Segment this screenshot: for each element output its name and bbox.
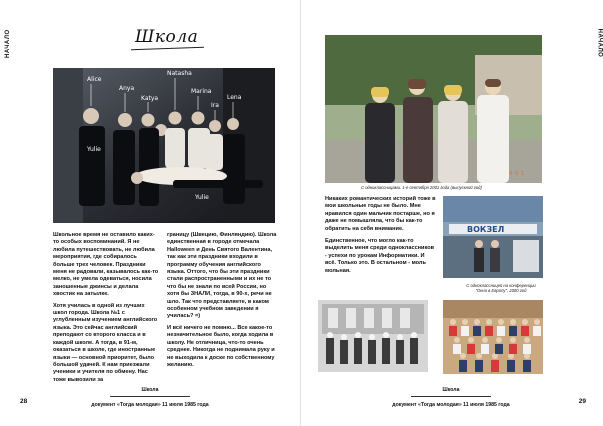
footer-rule xyxy=(110,396,190,397)
photo-label-yulie-2: Yulie xyxy=(195,194,209,201)
right-page xyxy=(300,0,603,426)
paragraph: Единственное, что могло как-то выделить меня среди одноклассников - успехи по урокам Информатики. И всё. Только это. В остальном - моль мольная. xyxy=(325,238,435,274)
paragraph: Школьное время не оставило каких-то особых воспоминаний. Я не любила путешествовать, не любила мероприятия, где собиралось больше трех человек. Праздники меня не радовали, казывалось как-то мелко, не умела одеваться, носила заношенные джинсы и делала хвостик на затылке. xyxy=(53,232,159,298)
graduates-photo xyxy=(325,35,542,183)
page-number-left: 28 xyxy=(20,398,28,405)
footer-doc: документ «Тогда молодая» 11 июля 1985 года xyxy=(91,402,209,408)
page-number-right: 29 xyxy=(578,398,586,405)
paragraph: Никаких романтических историй тоже в мои школьные годы не было. Мне нравился один мальчик постарше, но я даже не помышляла, что бы как-то обратить на себя внимание. xyxy=(325,196,436,232)
photo-label-marina: Marina xyxy=(191,88,212,95)
left-column-2 xyxy=(167,232,279,373)
right-text xyxy=(325,196,437,280)
svg-text:9 9 1: 9 9 1 xyxy=(509,171,525,177)
photo-label-yulie-1: Yulie xyxy=(87,146,101,153)
class-photo xyxy=(53,68,275,223)
paragraph: И всё ничего не помню... Все какое-то незначительное было, когда ходила в школу. Не отличница, что-то очень среднее. Никогда не поднимала руку и не выходила к доске по собственному желанию. xyxy=(167,324,275,368)
footer-rule xyxy=(411,396,491,397)
paragraph: границу (Швецию, Финляндию). Школа единственная в городе отмечала Halloween и День Святого Валентина, так как эти праздники входили в программу обучения английского языка. Оттого, что бы эти праздники стали распространенными и их не то что бы не знали по всей России, но хотя бы ЗНАЛИ, тогда, в 90-х, речи не шло. Так что представляете, в каком особенном учебном заведении я училась? =) xyxy=(167,232,277,320)
footer-section: Школа xyxy=(141,387,159,393)
conference-photo xyxy=(443,196,543,278)
class-group-photo xyxy=(443,300,543,374)
svg-text:ВОКЗЕЛ: ВОКЗЕЛ xyxy=(467,225,505,234)
left-side-label: НАЧАЛО xyxy=(5,29,11,58)
footer-section: Школа xyxy=(442,387,460,393)
photo-label-alice: Alice xyxy=(87,76,102,83)
left-column-1 xyxy=(53,232,159,388)
paragraph: Хотя училась в одной из лучших школ города. Школа №1 с углубленным изучением английского языка. Это сейчас английский преподают со второго класса и в каждой школе. А тогда, в 91-м, оказаться в школе, где иностранные языки — основной приоритет, было большой удачей. К нам приезжали ученики и учителя по обмену. Нас тоже вывозили за xyxy=(53,302,158,383)
photo-label-natasha: Natasha xyxy=(167,70,192,77)
footer-doc: документ «Тогда молодая» 11 июля 1985 года xyxy=(392,402,510,408)
photo-label-lena: Lena xyxy=(227,94,242,101)
photo-label-katya: Katya xyxy=(141,95,159,102)
right-side-label: НАЧАЛО xyxy=(596,28,603,58)
left-page xyxy=(0,0,300,426)
photo-label-anya: Anya xyxy=(119,85,135,92)
photo-label-ira: Ira xyxy=(211,102,219,109)
old-school-photo xyxy=(318,300,428,372)
photo-caption-1: С одноклассницами. 1-е сентября 2001 года (выпускной год) xyxy=(361,185,482,190)
page-title: Школа xyxy=(135,27,199,47)
photo-caption-2: С одноклассницей на конференции "Окна в Европу", 2000 год xyxy=(466,283,536,293)
